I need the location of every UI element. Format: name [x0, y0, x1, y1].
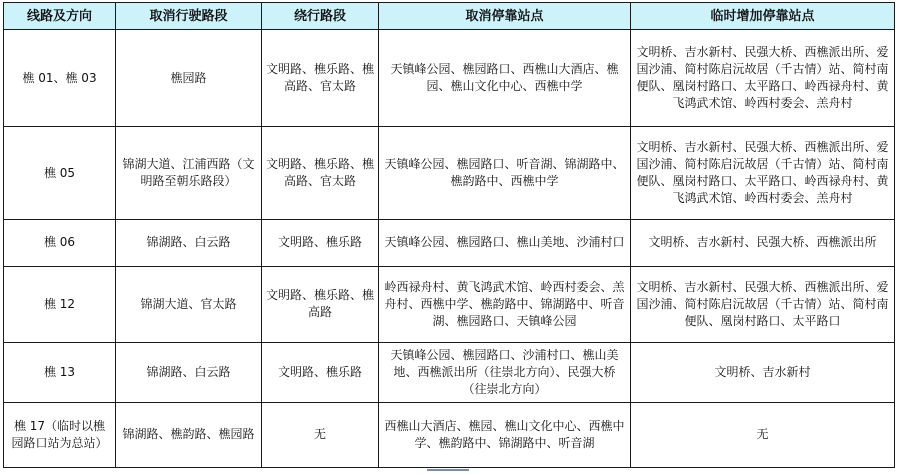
cell-cancelled-stops: 天镇峰公园、樵园路口、西樵山大酒店、樵园、樵山文化中心、西樵中学 — [379, 30, 631, 127]
header-added-stops: 临时增加停靠站点 — [631, 3, 895, 30]
cell-cancelled-segment: 锦湖路、樵韵路、樵园路 — [116, 402, 262, 467]
table-row — [4, 402, 895, 467]
cell-cancelled-stops: 天镇峰公园、樵园路口、樵山美地、沙浦村口 — [379, 220, 631, 266]
cell-line: 樵 05 — [4, 127, 116, 220]
cell-line: 樵 12 — [4, 266, 116, 342]
table-row — [4, 220, 895, 266]
cell-added-stops: 文明桥、吉水新村、民强大桥、西樵派出所、爱国沙浦、简村陈启沅故居（千古情）站、简村南便队、凰岗村路口、太平路口、岭西禄舟村、黄飞鸿武术馆、岭西村委会、羔舟村 — [631, 127, 895, 220]
header-line-direction: 线路及方向 — [4, 3, 116, 30]
cell-detour: 无 — [262, 402, 379, 467]
cell-line: 樵 06 — [4, 220, 116, 266]
cell-line: 樵 01、樵 03 — [4, 30, 116, 127]
cell-cancelled-segment: 锦湖大道、官太路 — [116, 266, 262, 342]
cell-line: 樵 13 — [4, 342, 116, 402]
cell-cancelled-segment: 锦湖路、白云路 — [116, 342, 262, 402]
cell-cancelled-segment: 樵园路 — [116, 30, 262, 127]
cell-detour: 文明路、樵乐路、樵高路 — [262, 266, 379, 342]
cell-added-stops: 文明桥、吉水新村、民强大桥、西樵派出所、爱国沙浦、简村陈启沅故居（千古情）站、简村南便队、凰岗村路口、太平路口 — [631, 266, 895, 342]
cell-cancelled-segment: 锦湖大道、江浦西路（文明路至朝乐路段） — [116, 127, 262, 220]
header-cancelled-stops: 取消停靠站点 — [379, 3, 631, 30]
cell-added-stops: 文明桥、吉水新村 — [631, 342, 895, 402]
table-row — [4, 127, 895, 220]
cell-line: 樵 17（临时以樵园路口站为总站） — [4, 402, 116, 467]
table-row — [4, 266, 895, 342]
cell-cancelled-segment: 锦湖路、白云路 — [116, 220, 262, 266]
table-row — [4, 30, 895, 127]
cell-added-stops: 无 — [631, 402, 895, 467]
cell-added-stops: 文明桥、吉水新村、民强大桥、西樵派出所、爱国沙浦、简村陈启沅故居（千古情）站、简村南便队、凰岗村路口、太平路口、岭西禄舟村、黄飞鸿武术馆、岭西村委会、羔舟村 — [631, 30, 895, 127]
route-adjustment-table — [3, 2, 895, 468]
cell-cancelled-stops: 西樵山大酒店、樵园、樵山文化中心、西樵中学、樵韵路中、锦湖路中、听音湖 — [379, 402, 631, 467]
cell-cancelled-stops: 天镇峰公园、樵园路口、沙浦村口、樵山美地、西樵派出所（往崇北方向）、民强大桥（往崇北方向） — [379, 342, 631, 402]
cell-cancelled-stops: 岭西禄舟村、黄飞鸿武术馆、岭西村委会、羔舟村、西樵中学、樵韵路中、锦湖路中、听音湖、樵园路口、天镇峰公园 — [379, 266, 631, 342]
cell-detour: 文明路、樵乐路 — [262, 342, 379, 402]
selection-marker — [427, 469, 469, 471]
header-detour: 绕行路段 — [262, 3, 379, 30]
header-cancelled-segment: 取消行驶路段 — [116, 3, 262, 30]
cell-detour: 文明路、樵乐路、樵高路、官太路 — [262, 127, 379, 220]
table-header-row — [4, 3, 895, 30]
cell-detour: 文明路、樵乐路、樵高路、官太路 — [262, 30, 379, 127]
table-row — [4, 342, 895, 402]
cell-added-stops: 文明桥、吉水新村、民强大桥、西樵派出所 — [631, 220, 895, 266]
cell-cancelled-stops: 天镇峰公园、樵园路口、听音湖、锦湖路中、樵韵路中、西樵中学 — [379, 127, 631, 220]
cell-detour: 文明路、樵乐路 — [262, 220, 379, 266]
